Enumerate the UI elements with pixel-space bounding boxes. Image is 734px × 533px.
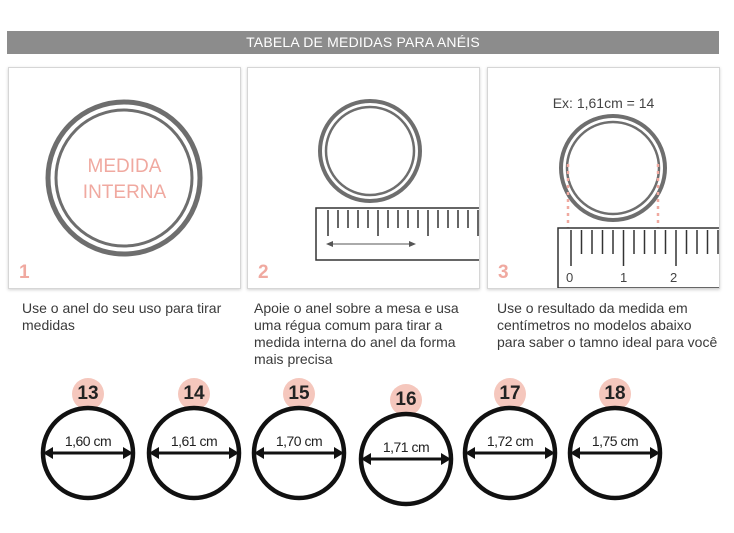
size-ring-17	[460, 378, 560, 508]
size-ring-18	[565, 378, 665, 508]
diameter-value: 1,70 cm	[275, 433, 323, 449]
size-number: 17	[499, 383, 521, 404]
step-1-description: Use o anel do seu uso para tirar medidas	[22, 300, 222, 333]
page-title: TABELA DE MEDIDAS PARA ANÉIS	[7, 31, 719, 54]
step-number: 2	[258, 262, 269, 283]
step-number: 1	[19, 262, 30, 283]
size-number: 15	[288, 383, 310, 404]
ring-illustration	[9, 68, 240, 288]
measure-label-line2: INTERNA	[82, 182, 167, 203]
size-ring-15	[249, 378, 349, 508]
ring-on-ruler-illustration	[248, 68, 479, 288]
step-number: 3	[498, 262, 509, 283]
measure-label-line1: MEDIDA	[87, 156, 162, 177]
diameter-value: 1,72 cm	[486, 433, 534, 449]
ruler-label-0: 0	[566, 270, 574, 285]
step-3-description: Use o resultado da medida em centímetros no modelos abaixo para saber o tamno ideal para você	[497, 300, 718, 350]
size-number: 14	[183, 383, 205, 404]
ruler-label-2: 2	[670, 270, 678, 285]
size-number: 16	[395, 389, 417, 410]
size-number: 18	[604, 383, 626, 404]
step-2-panel	[247, 67, 480, 289]
diameter-value: 1,71 cm	[382, 439, 430, 455]
size-ring-13	[38, 378, 138, 508]
step-3-panel	[487, 67, 720, 289]
size-number: 13	[77, 383, 99, 404]
diameter-value: 1,61 cm	[170, 433, 218, 449]
diameter-value: 1,75 cm	[591, 433, 639, 449]
ring-measure-illustration	[488, 68, 719, 288]
size-ring-16	[356, 378, 456, 508]
step-2-description: Apoie o anel sobre a mesa e usa uma régua comum para tirar a medida interna do anel da forma mais precisa	[254, 300, 459, 367]
diameter-value: 1,60 cm	[64, 433, 112, 449]
example-text: Ex: 1,61cm = 14	[552, 95, 655, 111]
size-ring-14	[144, 378, 244, 508]
ruler-label-1: 1	[620, 270, 628, 285]
step-1-panel	[8, 67, 241, 289]
